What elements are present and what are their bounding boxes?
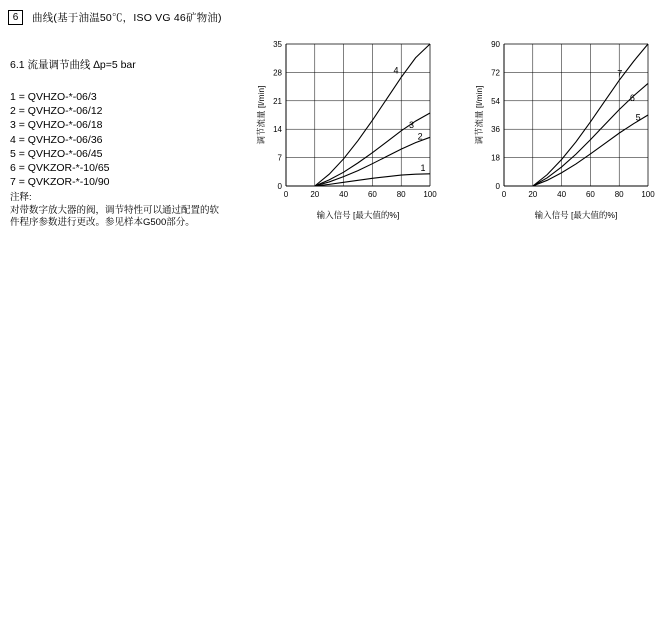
x-axis-title: 输入信号 [最大值的%] <box>316 210 400 220</box>
x-axis-title: 输入信号 [最大值的%] <box>534 210 618 220</box>
y-tick-label: 35 <box>273 40 282 49</box>
chart-right <box>466 34 656 224</box>
x-tick-label: 100 <box>423 190 437 199</box>
y-tick-label: 14 <box>273 125 282 135</box>
y-tick-label: 36 <box>491 125 500 135</box>
list-item: 4 = QVHZO-*-06/36 <box>10 133 103 146</box>
x-tick-label: 80 <box>614 190 624 199</box>
y-tick-label: 21 <box>273 96 282 106</box>
list-item: 3 = QVHZO-*-06/18 <box>10 119 103 132</box>
notes-block <box>10 192 225 230</box>
x-tick-label: 0 <box>283 190 289 199</box>
list-item: 6 = QVKZOR-*-10/65 <box>10 162 110 175</box>
section-header <box>8 10 222 25</box>
list-item: 1 = QVHZO-*-06/3 <box>10 91 97 103</box>
list-item: 2 = QVHZO-*-06/12 <box>10 105 103 118</box>
x-tick-label: 60 <box>367 190 377 199</box>
x-tick-label: 40 <box>557 190 567 199</box>
y-tick-label: 28 <box>273 68 282 78</box>
notes-title: 注释: <box>10 192 32 203</box>
curve-label-6: 6 <box>629 92 635 103</box>
x-tick-label: 0 <box>501 190 507 199</box>
list-item: 7 = QVKZOR-*-10/90 <box>10 176 110 189</box>
y-tick-label: 7 <box>277 153 282 163</box>
page-title: 曲线(基于油温50℃，ISO VG 46矿物油) <box>32 12 222 24</box>
y-tick-label: 0 <box>495 182 500 191</box>
chart-left <box>248 34 438 224</box>
x-tick-label: 100 <box>641 190 655 199</box>
chart-left-canvas <box>248 34 438 224</box>
curve-label-2: 2 <box>417 131 423 142</box>
curve-label-3: 3 <box>408 119 414 130</box>
y-tick-label: 18 <box>491 153 500 163</box>
y-tick-label: 54 <box>491 96 500 106</box>
notes-body: 对带数字放大器的阀，调节特性可以通过配置的软件程序参数进行更改。参见样本G500部分。 <box>10 204 220 228</box>
curve-label-4: 4 <box>393 65 399 76</box>
x-tick-label: 80 <box>396 190 406 199</box>
y-axis-title: 调节流量 [l/min] <box>474 85 484 145</box>
section-number-box <box>8 10 23 25</box>
y-axis-title: 调节流量 [l/min] <box>256 85 266 145</box>
y-tick-label: 72 <box>491 68 500 78</box>
x-tick-label: 60 <box>585 190 595 199</box>
curve-label-1: 1 <box>420 163 426 174</box>
y-tick-label: 90 <box>491 40 500 49</box>
section-number: 6 <box>12 11 19 23</box>
list-item: 5 = QVHZO-*-06/45 <box>10 147 103 160</box>
y-tick-label: 0 <box>277 182 282 191</box>
legend-list <box>10 90 110 189</box>
curve-label-5: 5 <box>635 112 641 123</box>
curve-label-7: 7 <box>617 68 623 79</box>
x-tick-label: 20 <box>528 190 538 199</box>
x-tick-label: 20 <box>310 190 320 199</box>
subsection-title: 6.1 流量调节曲线 ∆p=5 bar <box>10 59 136 71</box>
chart-right-canvas <box>466 34 656 224</box>
x-tick-label: 40 <box>339 190 349 199</box>
